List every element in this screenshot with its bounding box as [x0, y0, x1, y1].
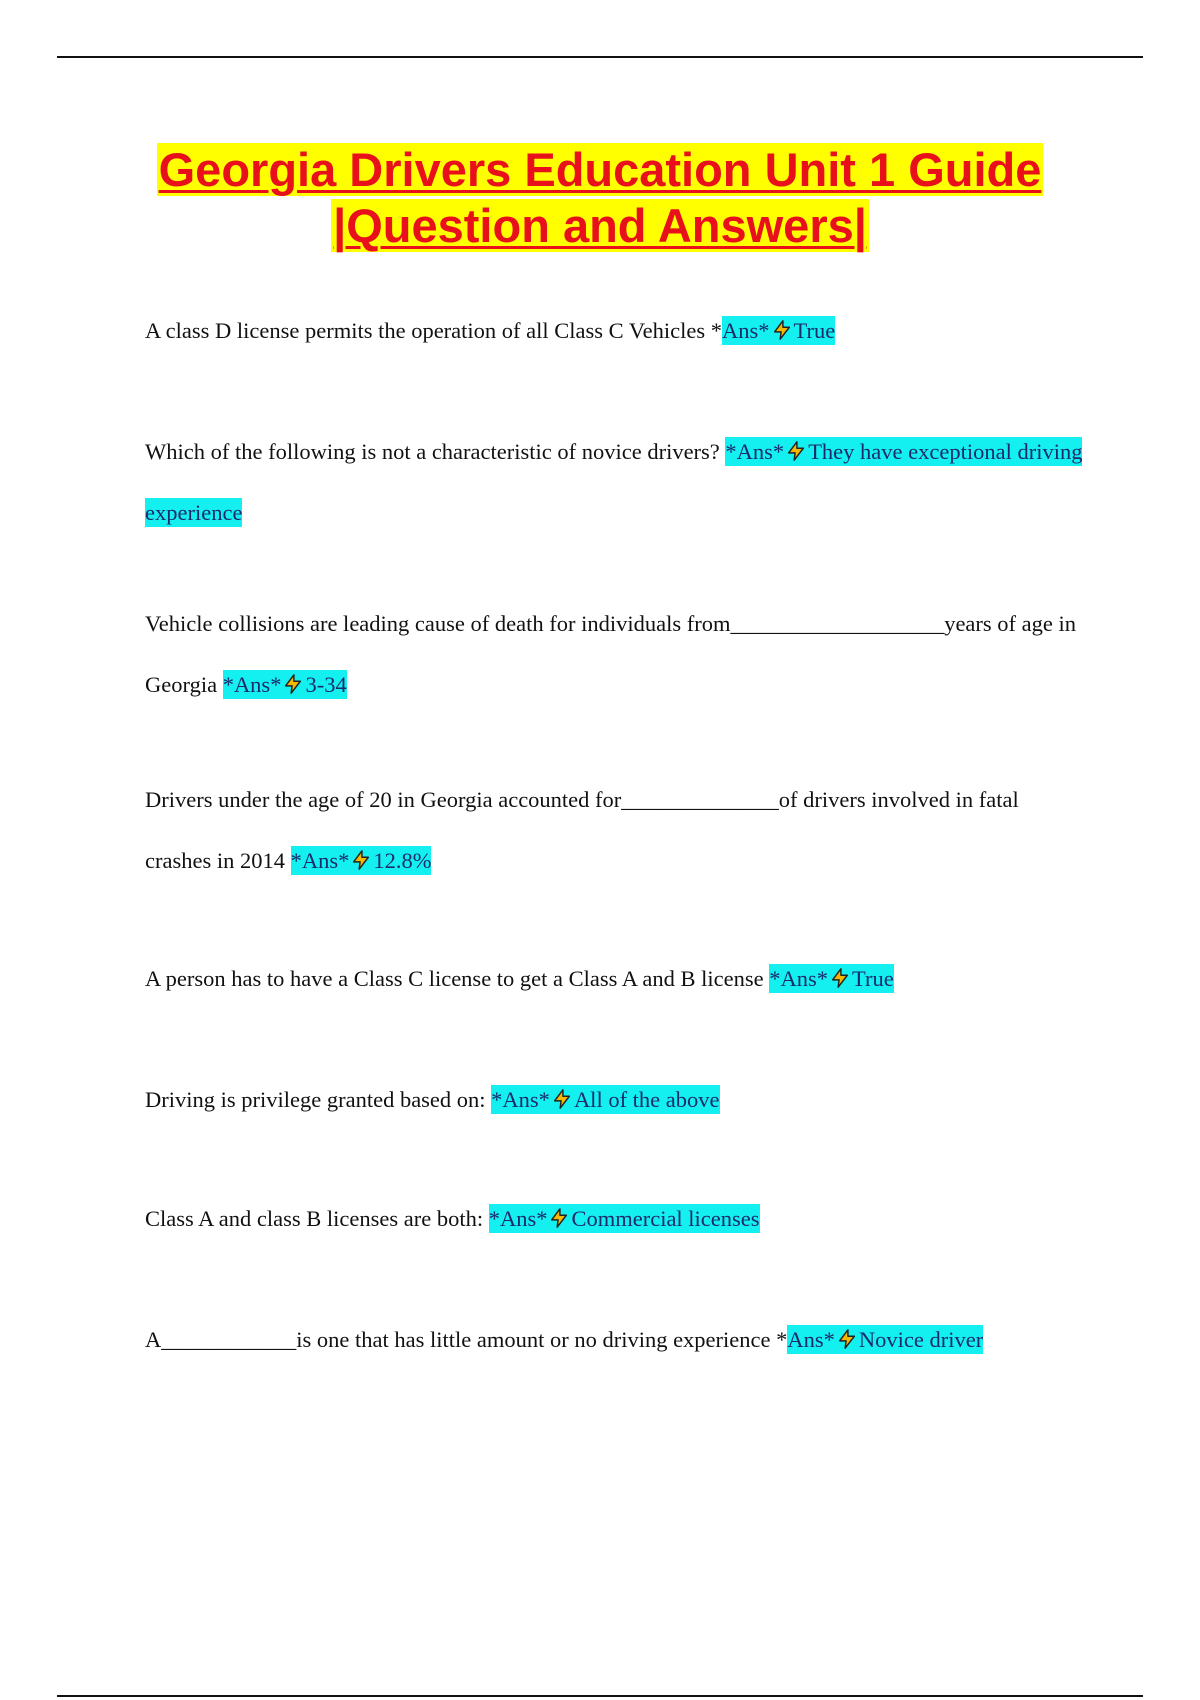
- answer-text: Novice driver: [858, 1327, 984, 1352]
- title-line-2: |Question and Answers|: [333, 199, 867, 252]
- lightning-bolt-icon: [771, 318, 793, 342]
- answer-prefix: Ans*: [787, 1327, 835, 1352]
- question-text: Driving is privilege granted based on:: [145, 1087, 492, 1112]
- answer-highlight: [489, 1204, 760, 1233]
- answer-highlight: [223, 670, 347, 699]
- question-text: Drivers under the age of 20 in Georgia accounted for______________of drivers involved in fatal crashes in 2014: [145, 787, 1019, 873]
- answer-prefix: *Ans*: [725, 439, 785, 464]
- answer-text: True: [852, 966, 894, 991]
- answer-prefix: *Ans*: [769, 966, 829, 991]
- lightning-bolt-icon: [350, 848, 372, 872]
- qa-item-7: [145, 1188, 1085, 1249]
- answer-highlight: [491, 1085, 719, 1114]
- qa-item-8: [145, 1309, 1085, 1370]
- document-title: [60, 142, 1140, 254]
- answer-prefix: *Ans*: [488, 1206, 548, 1231]
- answer-prefix: *Ans*: [491, 1087, 550, 1112]
- answer-text: They have exceptional driving experience: [145, 439, 1083, 525]
- question-text: A person has to have a Class C license to get a Class A and B license: [145, 966, 770, 991]
- answer-highlight: [787, 1325, 983, 1354]
- qa-item-3: [145, 593, 1085, 715]
- question-text: Class A and class B licenses are both:: [145, 1206, 489, 1231]
- lightning-bolt-icon: [829, 966, 851, 990]
- lightning-bolt-icon: [548, 1206, 570, 1230]
- lightning-bolt-icon: [282, 672, 304, 696]
- question-text: A____________is one that has little amount or no driving experience *: [145, 1327, 788, 1352]
- question-text: A class D license permits the operation of all Class C Vehicles *: [145, 318, 722, 343]
- answer-prefix: *Ans*: [222, 672, 282, 697]
- bottom-rule: [57, 1695, 1143, 1697]
- top-rule: [57, 56, 1143, 58]
- qa-item-2: [145, 421, 1085, 543]
- answer-prefix: *Ans*: [290, 848, 350, 873]
- answer-text: 3-34: [305, 672, 347, 697]
- lightning-bolt-icon: [785, 439, 807, 463]
- question-text: Vehicle collisions are leading cause of death for individuals from___________________years of age in Georgia: [145, 611, 1077, 697]
- qa-item-6: [145, 1069, 1085, 1130]
- answer-text: Commercial licenses: [571, 1206, 760, 1231]
- question-text: Which of the following is not a characteristic of novice drivers?: [145, 439, 726, 464]
- answer-highlight: [769, 964, 893, 993]
- answer-highlight: [291, 846, 432, 875]
- qa-item-1: [145, 300, 1085, 361]
- answer-highlight: [722, 316, 835, 345]
- qa-item-4: [145, 769, 1085, 891]
- lightning-bolt-icon: [551, 1087, 573, 1111]
- answer-text: True: [793, 318, 836, 343]
- qa-item-5: [145, 948, 1085, 1009]
- answer-text: 12.8%: [373, 848, 432, 873]
- answer-prefix: Ans*: [721, 318, 770, 343]
- answer-text: All of the above: [573, 1087, 720, 1112]
- title-line-1: Georgia Drivers Education Unit 1 Guide: [158, 143, 1042, 196]
- lightning-bolt-icon: [836, 1327, 858, 1351]
